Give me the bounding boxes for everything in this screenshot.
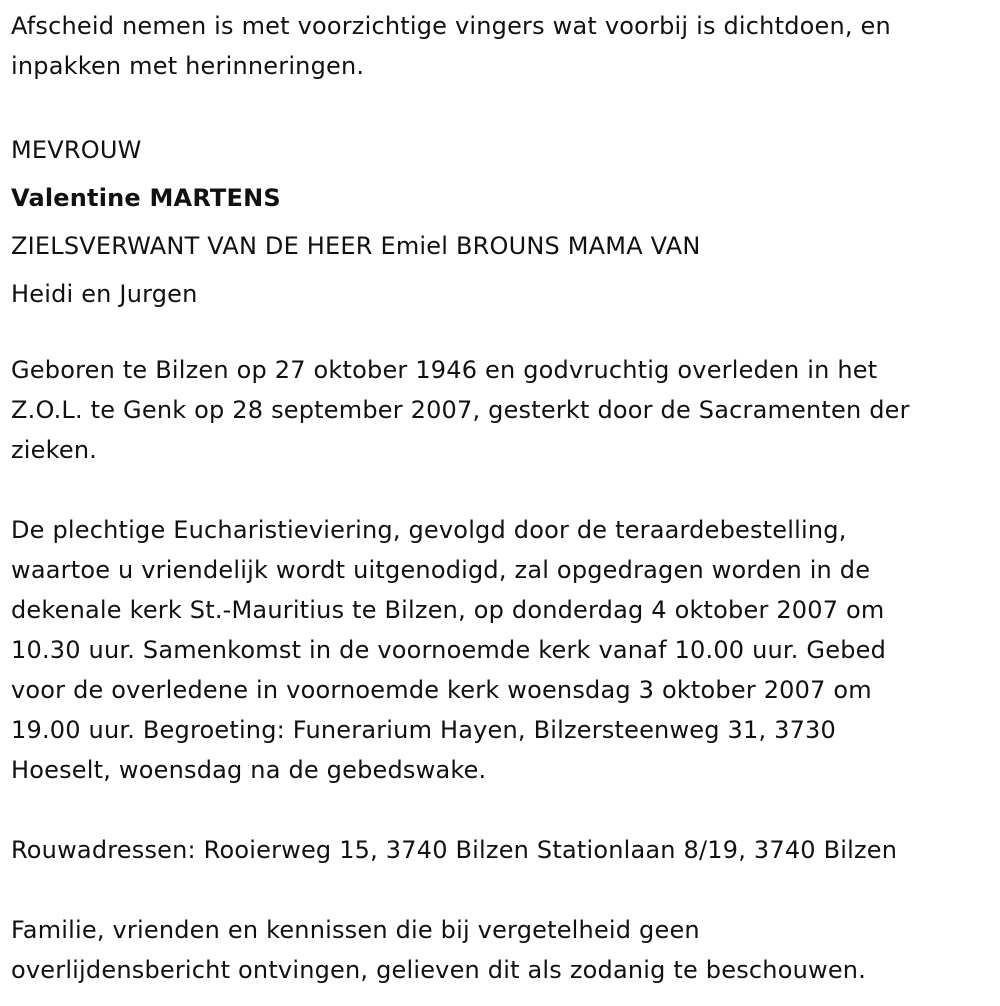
children-line: Heidi en Jurgen xyxy=(11,280,198,308)
birth-line: zieken. xyxy=(11,436,98,464)
birth-line: Z.O.L. te Genk op 28 september 2007, gesterkt door de Sacramenten der xyxy=(11,396,910,424)
closing-line: overlijdensbericht ontvingen, gelieven dit als zodanig te beschouwen. xyxy=(11,956,867,984)
intro-line: Afscheid nemen is met voorzichtige vingers wat voorbij is dichtdoen, en xyxy=(11,12,891,40)
ceremony-line: 19.00 uur. Begroeting: Funerarium Hayen, Bilzersteenweg 31, 3730 xyxy=(11,716,836,744)
ceremony-line: 10.30 uur. Samenkomst in de voornoemde kerk vanaf 10.00 uur. Gebed xyxy=(11,636,887,664)
intro-quote xyxy=(11,6,991,86)
relation-line: ZIELSVERWANT VAN DE HEER Emiel BROUNS MAMA VAN xyxy=(11,232,701,260)
deceased-name: Valentine MARTENS xyxy=(11,184,281,212)
salutation: MEVROUW xyxy=(11,136,142,164)
spacer xyxy=(11,470,991,510)
obituary-document xyxy=(11,6,991,990)
spacer xyxy=(11,870,991,910)
spacer xyxy=(11,790,991,830)
ceremony-line: De plechtige Eucharistieviering, gevolgd door de teraardebestelling, xyxy=(11,516,847,544)
birth-line: Geboren te Bilzen op 27 oktober 1946 en godvruchtig overleden in het xyxy=(11,356,878,384)
deceased-header xyxy=(11,126,991,318)
ceremony-line: Hoeselt, woensdag na de gebedswake. xyxy=(11,756,487,784)
ceremony-line: dekenale kerk St.-Mauritius te Bilzen, op donderdag 4 oktober 2007 om xyxy=(11,596,885,624)
ceremony-line: waartoe u vriendelijk wordt uitgenodigd, zal opgedragen worden in de xyxy=(11,556,871,584)
intro-line: inpakken met herinneringen. xyxy=(11,52,365,80)
ceremony-line: voor de overledene in voornoemde kerk woensdag 3 oktober 2007 om xyxy=(11,676,872,704)
addresses-line: Rouwadressen: Rooierweg 15, 3740 Bilzen Stationlaan 8/19, 3740 Bilzen xyxy=(11,836,898,864)
closing-line: Familie, vrienden en kennissen die bij vergetelheid geen xyxy=(11,916,700,944)
ceremony-paragraph xyxy=(11,510,991,790)
closing-paragraph xyxy=(11,910,991,990)
spacer xyxy=(11,318,991,350)
addresses-paragraph xyxy=(11,830,991,870)
spacer xyxy=(11,86,991,126)
birth-paragraph xyxy=(11,350,991,470)
